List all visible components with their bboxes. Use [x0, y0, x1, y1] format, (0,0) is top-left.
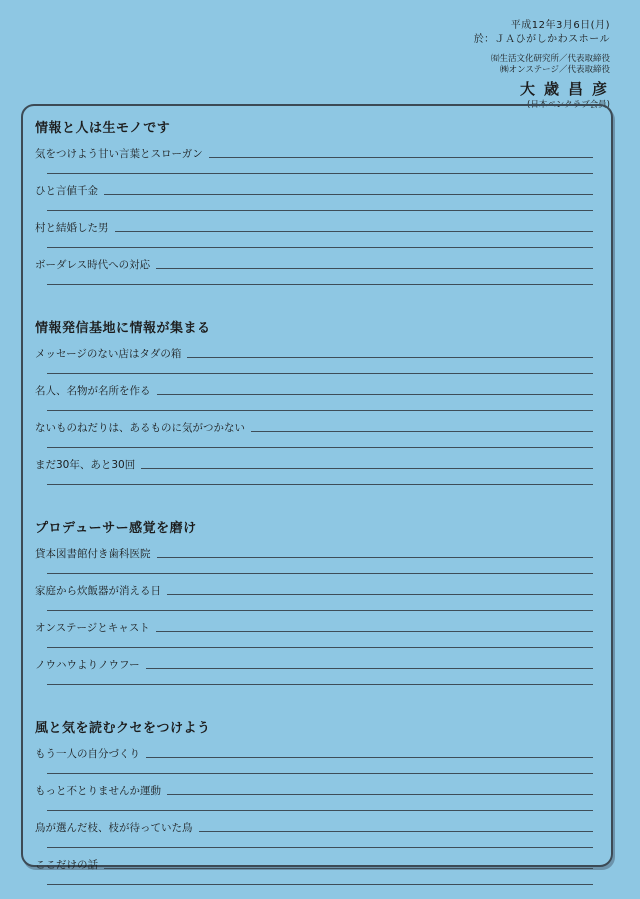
topic-item: [35, 817, 593, 854]
note-line: [115, 231, 594, 232]
note-line: [47, 410, 593, 411]
note-line: [47, 484, 593, 485]
lecture-outline-panel: [21, 104, 613, 871]
note-line: [47, 884, 593, 885]
note-line: [47, 447, 593, 448]
topic-label: 家庭から炊飯器が消える日: [35, 585, 161, 597]
topic-label: ボーダレス時代への対応: [35, 259, 151, 271]
topic-label: オンステージとキャスト: [35, 622, 150, 634]
section-title: 情報と人は生モノです: [35, 121, 171, 136]
note-line: [157, 394, 594, 395]
topic-item: [35, 143, 593, 180]
note-line: [104, 868, 593, 869]
speaker-affiliation-2: ㈱オンステージ／代表取締役: [500, 65, 610, 76]
note-line: [141, 468, 593, 469]
topic-label: 鳥が選んだ枝、枝が待っていた鳥: [35, 822, 193, 834]
note-line: [47, 684, 593, 685]
topic-label: 村と結婚した男: [35, 222, 109, 234]
section-4: [35, 720, 593, 891]
lecture-venue: 於：ＪＡひがしかわスホール: [473, 33, 610, 45]
section-3: [35, 520, 593, 691]
note-line: [47, 573, 593, 574]
topic-item: [35, 417, 593, 454]
note-line: [104, 194, 593, 195]
section-title: プロデューサー感覚を磨け: [35, 521, 197, 536]
topic-item: [35, 543, 593, 580]
topic-item: [35, 454, 593, 491]
topic-label: まだ30年、あと30回: [35, 459, 136, 471]
note-line: [209, 157, 593, 158]
section-2: [35, 320, 593, 491]
topic-label: ひと言値千金: [35, 185, 98, 197]
topic-item: [35, 217, 593, 254]
topic-label: 貸本図書館付き歯科医院: [35, 548, 151, 560]
topic-item: [35, 343, 593, 380]
topic-label: もっと不とりませんか運動: [35, 785, 161, 797]
note-line: [47, 847, 593, 848]
note-line: [146, 757, 593, 758]
speaker-affiliation-1: ㈲生活文化研究所／代表取締役: [490, 54, 610, 64]
topic-item: [35, 254, 593, 291]
note-line: [47, 810, 593, 811]
topic-label: ないものねだりは、あるものに気がつかない: [35, 422, 245, 434]
note-line: [47, 247, 593, 248]
speaker-name: 大歳昌彦: [519, 80, 616, 99]
topic-item: [35, 743, 593, 780]
note-line: [47, 373, 593, 374]
note-line: [47, 610, 593, 611]
note-line: [47, 773, 593, 774]
note-line: [156, 631, 593, 632]
speaker-membership: (日本ペンクラブ会員): [527, 99, 610, 110]
note-line: [156, 268, 593, 269]
topic-label: ノウハウよりノウフー: [35, 659, 140, 671]
topic-label: 気をつけよう甘い言葉とスローガン: [35, 148, 203, 160]
topic-item: [35, 854, 593, 891]
note-line: [199, 831, 594, 832]
section-title: 情報発信基地に情報が集まる: [35, 321, 211, 336]
topic-item: [35, 654, 593, 691]
topic-item: [35, 180, 593, 217]
topic-item: [35, 580, 593, 617]
topic-label: 名人、名物が名所を作る: [35, 385, 151, 397]
lecture-date: 平成12年3月6日(月): [510, 20, 610, 31]
note-line: [47, 173, 593, 174]
note-line: [47, 647, 593, 648]
topic-item: [35, 617, 593, 654]
note-line: [167, 594, 593, 595]
note-line: [47, 284, 593, 285]
section-title: 風と気を読むクセをつけよう: [35, 721, 211, 736]
note-line: [167, 794, 593, 795]
note-line: [187, 357, 593, 358]
topic-item: [35, 780, 593, 817]
handout-header: [473, 20, 616, 110]
note-line: [47, 210, 593, 211]
topic-label: もう一人の自分づくり: [35, 748, 140, 760]
note-line: [146, 668, 593, 669]
topic-item: [35, 380, 593, 417]
section-1: [35, 120, 593, 291]
note-line: [157, 557, 594, 558]
topic-label: メッセージのない店はタダの箱: [35, 348, 182, 360]
note-line: [251, 431, 593, 432]
topic-label: ここだけの話: [35, 859, 98, 871]
